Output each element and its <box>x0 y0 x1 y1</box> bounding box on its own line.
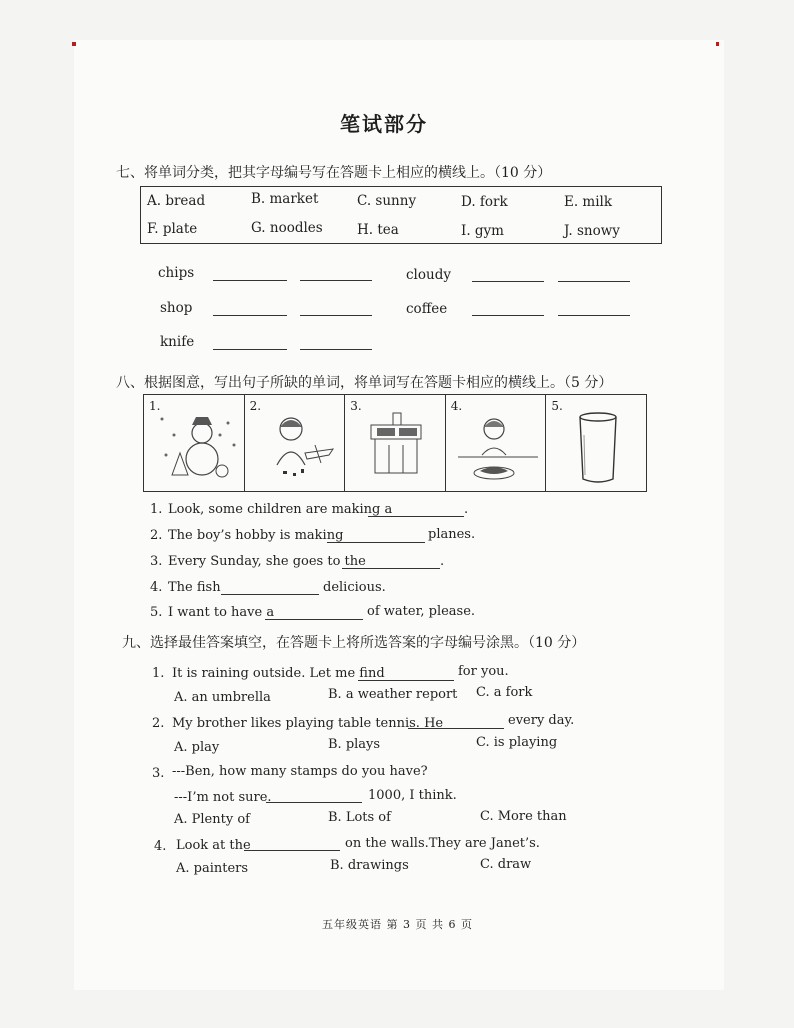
question-text: ---Ben, how many stamps do you have? <box>172 764 428 779</box>
word-option: C. sunny <box>357 193 417 209</box>
word-option: J. snowy <box>564 223 620 239</box>
answer-blank[interactable] <box>368 516 464 517</box>
picture-cinema <box>345 395 446 491</box>
question-number: 5. <box>150 605 163 620</box>
picture-number: 5. <box>551 399 563 413</box>
question-number: 4. <box>154 839 167 854</box>
building-icon <box>353 405 441 487</box>
question-number: 2. <box>152 716 165 731</box>
choice-option[interactable]: A. Plenty of <box>174 812 250 827</box>
answer-blank[interactable] <box>408 728 504 729</box>
page-footer: 五年级英语 第 3 页 共 6 页 <box>322 918 473 931</box>
choice-option[interactable]: B. plays <box>328 737 381 752</box>
question-number: 1. <box>152 666 165 681</box>
picture-number: 4. <box>450 399 463 413</box>
question-text: for you. <box>458 664 509 679</box>
picture-fish-dish <box>446 395 547 491</box>
page-title: 笔试部分 <box>340 112 428 136</box>
boy-plane-icon <box>253 405 341 487</box>
answer-blank[interactable] <box>342 568 440 569</box>
question-number: 3. <box>150 554 163 569</box>
category-label: chips <box>158 265 195 281</box>
question-text: delicious. <box>323 580 386 595</box>
question-text: . <box>440 554 445 569</box>
choice-option[interactable]: A. an umbrella <box>174 690 271 705</box>
choice-option[interactable]: C. a fork <box>476 685 533 700</box>
question-number: 1. <box>150 502 163 517</box>
choice-option[interactable]: C. More than <box>480 809 567 824</box>
answer-blank[interactable] <box>266 802 362 803</box>
word-option: I. gym <box>461 223 504 239</box>
word-option: H. tea <box>357 222 399 238</box>
question-text: . <box>464 502 469 517</box>
question-text: I want to have a <box>168 605 275 620</box>
picture-number: 1. <box>149 399 161 413</box>
question-text: The fish <box>168 580 221 595</box>
choice-option[interactable]: A. play <box>174 740 220 755</box>
question-text: Every Sunday, she goes to the <box>168 554 366 569</box>
glass-icon <box>554 405 642 487</box>
question-text: It is raining outside. Let me find <box>172 666 385 681</box>
answer-blank[interactable] <box>472 281 544 282</box>
answer-blank[interactable] <box>300 280 372 281</box>
answer-blank[interactable] <box>244 850 340 851</box>
answer-blank[interactable] <box>558 315 630 316</box>
question-text: Look, some children are making a <box>168 502 393 517</box>
snowman-icon <box>152 405 240 487</box>
question-text: on the walls.They are Janet’s. <box>345 836 540 851</box>
fish-dish-icon <box>454 405 542 487</box>
answer-blank[interactable] <box>472 315 544 316</box>
section8-heading: 八、根据图意，写出句子所缺的单词，将单词写在答题卡相应的横线上。（5 分） <box>116 375 613 391</box>
word-option: A. bread <box>147 193 206 209</box>
answer-blank[interactable] <box>265 619 363 620</box>
word-option: F. plate <box>147 221 198 237</box>
word-option: G. noodles <box>251 220 323 236</box>
choice-option[interactable]: A. painters <box>176 861 249 876</box>
choice-option[interactable]: B. drawings <box>330 858 409 873</box>
left-edge-mark <box>72 42 76 46</box>
choice-option[interactable]: C. draw <box>480 857 532 872</box>
choice-option[interactable]: C. is playing <box>476 735 558 750</box>
answer-blank[interactable] <box>221 594 319 595</box>
question-number: 4. <box>150 580 163 595</box>
picture-glass <box>546 395 646 491</box>
question-text: planes. <box>428 527 476 542</box>
picture-number: 3. <box>350 399 362 413</box>
picture-strip <box>143 394 647 492</box>
section7-heading: 七、将单词分类，把其字母编号写在答题卡上相应的横线上。（10 分） <box>116 165 552 181</box>
right-edge-mark <box>716 42 719 46</box>
word-option: D. fork <box>461 194 508 210</box>
question-number: 2. <box>150 528 163 543</box>
section9-heading: 九、选择最佳答案填空，在答题卡上将所选答案的字母编号涂黑。（10 分） <box>122 635 586 651</box>
question-text: every day. <box>508 713 575 728</box>
picture-boy-plane <box>245 395 346 491</box>
question-text: The boy’s hobby is making <box>168 528 344 543</box>
answer-blank[interactable] <box>213 349 287 350</box>
question-text: ---I’m not sure. <box>174 790 272 805</box>
category-label: knife <box>160 334 195 350</box>
question-number: 3. <box>152 766 165 781</box>
answer-blank[interactable] <box>558 281 630 282</box>
word-option: B. market <box>251 191 319 207</box>
answer-blank[interactable] <box>358 680 454 681</box>
word-bank-box <box>140 186 662 244</box>
question-text: Look at the <box>176 838 251 853</box>
word-option: E. milk <box>564 194 613 210</box>
question-text: of water, please. <box>367 604 476 619</box>
choice-option[interactable]: B. Lots of <box>328 810 391 825</box>
picture-snowman <box>144 395 245 491</box>
category-label: coffee <box>406 301 448 317</box>
question-text: 1000, I think. <box>368 788 457 803</box>
question-text: My brother likes playing table tennis. He <box>172 716 444 731</box>
choice-option[interactable]: B. a weather report <box>328 687 458 702</box>
answer-blank[interactable] <box>213 280 287 281</box>
picture-number: 2. <box>249 399 262 413</box>
category-label: cloudy <box>406 267 451 283</box>
answer-blank[interactable] <box>300 315 372 316</box>
answer-blank[interactable] <box>300 349 372 350</box>
category-label: shop <box>160 300 193 316</box>
answer-blank[interactable] <box>327 542 425 543</box>
answer-blank[interactable] <box>213 315 287 316</box>
